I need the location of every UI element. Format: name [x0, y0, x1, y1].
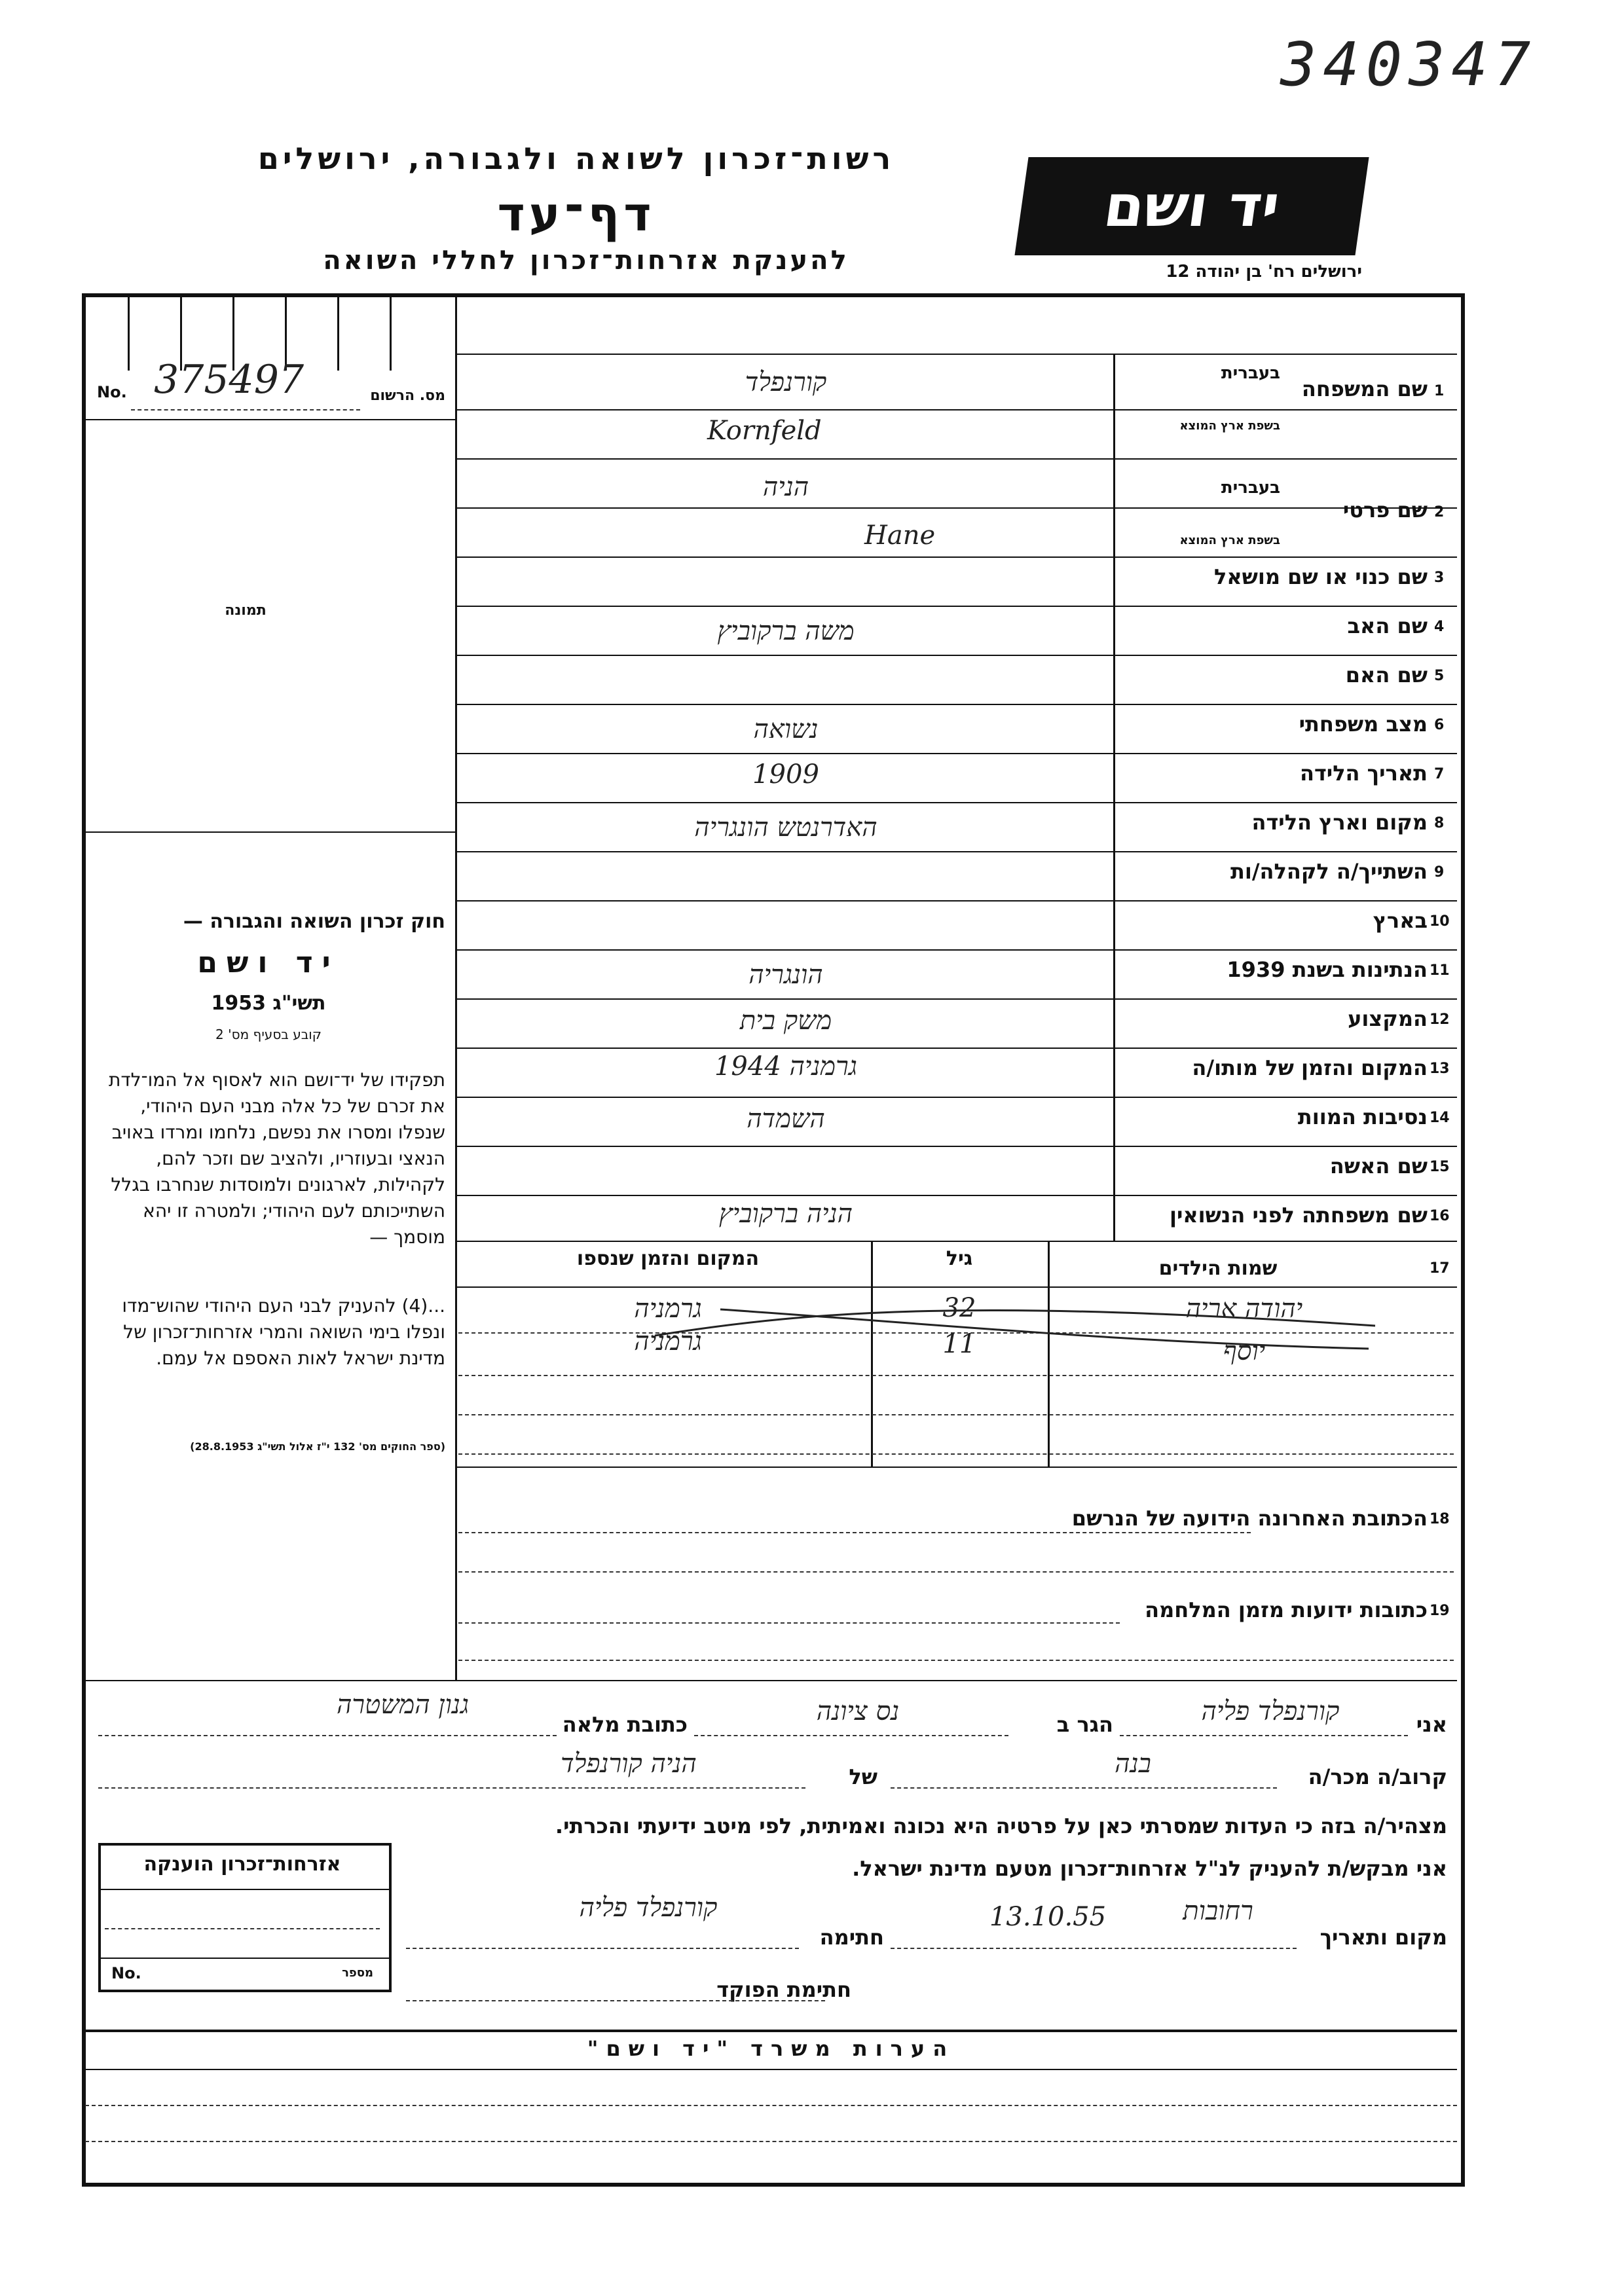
declaration-statement-2: אני מבקש/ת להעניק לנ"ל אזרחות־זכרון מטעם מדינת ישראל. — [852, 1856, 1447, 1881]
law-text-2: ...(4) להעניק לבני העם היהודי שהוש־מדו ונפלו בימי השואה והמרי אזרחות־זכרון של מדינת ישראל לאות האספם אל עמם. — [122, 1295, 445, 1369]
field-6-label: מצב משפחתי — [1299, 712, 1428, 737]
label-column-divider — [1113, 354, 1115, 1241]
child-1-name: יהודה אריה — [1185, 1294, 1303, 1324]
officer-signature-label: חתימת הפוקד — [716, 1977, 851, 2002]
field-6-value: נשואה — [753, 714, 819, 744]
strike-through-line — [655, 1303, 1388, 1355]
photo-label: תמונה — [225, 602, 267, 619]
field-2-label: שם פרטי — [1342, 498, 1428, 522]
field-7-value: 1909 — [752, 759, 819, 790]
law-title: חוק זכרון השואה והגבורה — — [183, 910, 445, 933]
place-value: רחובות — [1183, 1896, 1253, 1926]
declaration-address-label: כתובת מלאה — [562, 1712, 688, 1737]
field-12-label: המקצוע — [1348, 1006, 1428, 1031]
declaration-resides-label: הגר ב — [1056, 1712, 1113, 1737]
field-1-latin-value: Kornfeld — [707, 416, 822, 446]
field-4-num: 4 — [1434, 619, 1445, 635]
field-12-value: משק בית — [739, 1006, 832, 1036]
declaration-of-label: של — [849, 1764, 877, 1789]
field-1-hebrew-value: קורנפלד — [745, 367, 827, 397]
field-12-num: 12 — [1430, 1011, 1450, 1028]
field-10-label: בארץ — [1373, 908, 1428, 933]
authority-title: רשות־זכרון לשואה ולגבורה, ירושלים — [257, 141, 895, 176]
field-15-num: 15 — [1430, 1159, 1450, 1175]
child-2-name: יוסף — [1223, 1336, 1266, 1366]
signature-label: חתימה — [819, 1925, 884, 1950]
field-1-country-label: בשפת ארץ המוצא — [1179, 419, 1280, 433]
signature-value: קורנפלד פליה — [579, 1893, 718, 1923]
field-10-num: 10 — [1430, 913, 1450, 930]
field-5-num: 5 — [1434, 668, 1445, 684]
field-17-num: 17 — [1430, 1260, 1450, 1277]
field-16-num: 16 — [1430, 1208, 1450, 1224]
registration-heb-label: מס. הרשום — [370, 388, 445, 404]
field-13-label: המקום והזמן של מותו/ה — [1192, 1055, 1428, 1080]
law-citation: (ספר החוקים מס' 132 י"ז אלול תשי"ג 28.8.1953) — [190, 1440, 445, 1453]
law-text-1: תפקידו של יד־ושם הוא לאסוף אל המו־לדת את זכרם של כל אלה מבני העם היהודי, שנפלו ומסרו את נפשם, נלחמו ומרדו באויב הנאצי ובעוזריו, ולהציב שם וזכר להם, לקהילות, לארגונים ולמוסדות שנחרבו בגלל השתייכותם לעם היהודי; ולמטרה זו יהא מוסמך — — [108, 1069, 445, 1248]
registration-number: 375497 — [154, 357, 304, 403]
left-column-divider — [455, 295, 457, 1680]
field-11-num: 11 — [1430, 962, 1450, 979]
child-2-place: גרמניה — [634, 1326, 702, 1357]
field-8-value: האדרנטש הונגריה — [694, 812, 877, 843]
place-date-label: מקום ותאריך — [1320, 1925, 1447, 1950]
field-2-latin-value: Hane — [864, 520, 936, 551]
field-11-value: הונגריה — [748, 960, 823, 990]
field-13-num: 13 — [1430, 1061, 1450, 1077]
field-7-label: תאריך הלידה — [1299, 761, 1428, 786]
field-9-num: 9 — [1434, 864, 1445, 881]
header-address: ירושלים רח' בן יהודה 12 — [1166, 262, 1362, 282]
declaration-of-value: הניה קורנפלד — [561, 1749, 697, 1779]
citizenship-box-title: אזרחות־זכרון הוענקה — [143, 1853, 341, 1876]
field-4-value: משה ברקוביץ — [717, 616, 855, 646]
children-col-age: גיל — [946, 1247, 973, 1270]
field-13-value: גרמניה 1944 — [714, 1051, 857, 1082]
citizenship-no-label: No. — [111, 1964, 141, 1982]
field-2-hebrew-label: בעברית — [1221, 478, 1280, 498]
law-clause: קובע בסעיף מס' 2 — [215, 1027, 322, 1042]
child-1-age: 32 — [942, 1293, 976, 1323]
field-8-num: 8 — [1434, 815, 1445, 831]
child-1-place: גרמניה — [634, 1294, 702, 1324]
field-15-label: שם האשה — [1329, 1154, 1428, 1178]
field-4-label: שם האב — [1347, 613, 1428, 638]
yad-vashem-logo: יד ושם — [1014, 157, 1369, 255]
field-19-num: 19 — [1430, 1603, 1450, 1619]
registration-no-label: No. — [97, 383, 127, 401]
field-14-num: 14 — [1430, 1110, 1450, 1126]
field-6-num: 6 — [1434, 717, 1445, 733]
field-19-label: כתובות ידועות מזמן המלחמה — [1145, 1597, 1428, 1622]
field-14-value: השמדה — [747, 1104, 825, 1134]
declaration-statement-1: מצהיר/ה בזה כי העדות שמסרתי כאן על פרטיה היא נכונה ואמיתית, לפי מיטב ידיעתי והכרתי. — [555, 1813, 1447, 1838]
law-name: יד ושם — [197, 946, 340, 979]
child-2-age: 11 — [942, 1329, 976, 1359]
children-col-names: שמות הילדים — [1158, 1257, 1278, 1280]
form-subtitle: להענקת אזרחות־זכרון לחללי השואה — [323, 246, 849, 276]
field-2-country-label: בשפת ארץ המוצא — [1179, 534, 1280, 547]
office-notes-title: הערות משרד "יד ושם" — [587, 2036, 955, 2061]
field-1-label: שם המשפחה — [1301, 376, 1428, 401]
field-3-num: 3 — [1434, 570, 1445, 586]
declaration-relative-value: בנה — [1115, 1749, 1151, 1779]
field-2-num: 2 — [1434, 504, 1445, 520]
field-16-label: שם משפחתה לפני הנשואין — [1169, 1203, 1428, 1228]
field-18-num: 18 — [1430, 1511, 1450, 1527]
archive-number: 340347 — [1280, 29, 1538, 100]
law-year: תשי"ג 1953 — [211, 992, 326, 1015]
declaration-address-value: גנון המשטרה — [336, 1690, 470, 1720]
date-value: 13.10.55 — [989, 1902, 1107, 1932]
field-16-value: הניה ברקוביץ — [718, 1199, 853, 1229]
field-14-label: נסיבות המוות — [1297, 1104, 1428, 1129]
field-1-num: 1 — [1434, 383, 1445, 399]
declaration-relative-label: קרוב/ה מכר/ה — [1308, 1764, 1447, 1789]
field-7-num: 7 — [1434, 766, 1445, 782]
field-8-label: מקום וארץ הלידה — [1251, 810, 1428, 835]
declaration-i-label: אני — [1416, 1712, 1447, 1737]
field-18-label: הכתובת האחרונה הידועה של הנרשם — [1071, 1506, 1428, 1531]
field-11-label: הנתינות בשנת 1939 — [1227, 957, 1428, 982]
field-2-hebrew-value: הניה — [762, 472, 809, 502]
field-1-hebrew-label: בעברית — [1221, 363, 1280, 383]
field-5-label: שם האם — [1345, 663, 1428, 687]
field-9-label: השתייך/ה לקהלה/ות — [1230, 859, 1428, 884]
declaration-resides-value: נס ציונה — [816, 1696, 900, 1726]
form-title: דף־עד — [497, 187, 655, 242]
field-3-label: שם כנוי או שם מושאל — [1213, 564, 1428, 589]
declaration-i-value: קורנפלד פליה — [1201, 1696, 1340, 1726]
children-col-place: המקום והזמן שנספו — [576, 1247, 760, 1270]
citizenship-number-label: מספר — [342, 1966, 373, 1980]
